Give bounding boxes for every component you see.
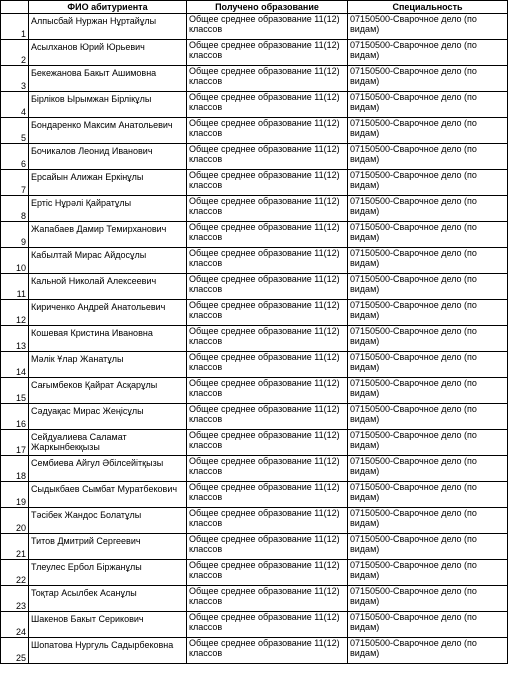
specialty-cell: 07150500-Сварочное дело (по видам) <box>348 560 508 586</box>
row-number: 12 <box>1 300 29 326</box>
table-row <box>1 430 508 456</box>
education-cell: Общее среднее образование 11(12) классов <box>187 404 348 430</box>
table-row <box>1 274 508 300</box>
specialty-cell: 07150500-Сварочное дело (по видам) <box>348 586 508 612</box>
education-cell: Общее среднее образование 11(12) классов <box>187 118 348 144</box>
applicant-name: Кириченко Андрей Анатольевич <box>29 300 187 326</box>
applicant-name: Сейдуалиева Саламат Жаркынбекқызы <box>29 430 187 456</box>
table-row <box>1 404 508 430</box>
header-row <box>1 1 508 14</box>
applicant-name: Сағымбеков Қайрат Асқарұлы <box>29 378 187 404</box>
row-number: 17 <box>1 430 29 456</box>
specialty-cell: 07150500-Сварочное дело (по видам) <box>348 352 508 378</box>
specialty-cell: 07150500-Сварочное дело (по видам) <box>348 170 508 196</box>
table-row <box>1 378 508 404</box>
education-cell: Общее среднее образование 11(12) классов <box>187 612 348 638</box>
specialty-cell: 07150500-Сварочное дело (по видам) <box>348 638 508 664</box>
table-row <box>1 534 508 560</box>
education-cell: Общее среднее образование 11(12) классов <box>187 222 348 248</box>
specialty-cell: 07150500-Сварочное дело (по видам) <box>348 534 508 560</box>
header-specialty: Специальность <box>348 1 508 14</box>
row-number: 11 <box>1 274 29 300</box>
applicant-name: Тлеулес Ербол Біржанұлы <box>29 560 187 586</box>
table-row <box>1 300 508 326</box>
table-row <box>1 170 508 196</box>
table-row <box>1 456 508 482</box>
applicant-name: Бекежанова Бакыт Ашимовна <box>29 66 187 92</box>
row-number: 13 <box>1 326 29 352</box>
education-cell: Общее среднее образование 11(12) классов <box>187 482 348 508</box>
applicant-name: Ерсайын Алижан Еркінұлы <box>29 170 187 196</box>
applicant-name: Кальной Николай Алексеевич <box>29 274 187 300</box>
specialty-cell: 07150500-Сварочное дело (по видам) <box>348 222 508 248</box>
header-education: Получено образование <box>187 1 348 14</box>
specialty-cell: 07150500-Сварочное дело (по видам) <box>348 612 508 638</box>
specialty-cell: 07150500-Сварочное дело (по видам) <box>348 378 508 404</box>
row-number: 10 <box>1 248 29 274</box>
table-row <box>1 612 508 638</box>
education-cell: Общее среднее образование 11(12) классов <box>187 456 348 482</box>
table-row <box>1 326 508 352</box>
education-cell: Общее среднее образование 11(12) классов <box>187 638 348 664</box>
applicant-name: Асылханов Юрий Юрьевич <box>29 40 187 66</box>
applicant-name: Бірліков Ырымжан Бірлікұлы <box>29 92 187 118</box>
specialty-cell: 07150500-Сварочное дело (по видам) <box>348 14 508 40</box>
table-row <box>1 508 508 534</box>
specialty-cell: 07150500-Сварочное дело (по видам) <box>348 508 508 534</box>
education-cell: Общее среднее образование 11(12) классов <box>187 248 348 274</box>
table-row <box>1 118 508 144</box>
row-number: 7 <box>1 170 29 196</box>
table-row <box>1 40 508 66</box>
education-cell: Общее среднее образование 11(12) классов <box>187 378 348 404</box>
specialty-cell: 07150500-Сварочное дело (по видам) <box>348 326 508 352</box>
table-row <box>1 586 508 612</box>
specialty-cell: 07150500-Сварочное дело (по видам) <box>348 66 508 92</box>
specialty-cell: 07150500-Сварочное дело (по видам) <box>348 118 508 144</box>
row-number: 9 <box>1 222 29 248</box>
applicant-name: Алпысбай Нуржан Нұртайұлы <box>29 14 187 40</box>
header-applicant-name: ФИО абитуриента <box>29 1 187 14</box>
row-number: 24 <box>1 612 29 638</box>
table-row <box>1 196 508 222</box>
applicant-name: Тәсібек Жандос Болатұлы <box>29 508 187 534</box>
applicant-name: Кошевая Кристина Ивановна <box>29 326 187 352</box>
row-number: 14 <box>1 352 29 378</box>
applicant-name: Сембиева Айгул Әбілсейітқызы <box>29 456 187 482</box>
row-number: 20 <box>1 508 29 534</box>
specialty-cell: 07150500-Сварочное дело (по видам) <box>348 40 508 66</box>
row-number: 6 <box>1 144 29 170</box>
row-number: 18 <box>1 456 29 482</box>
row-number: 4 <box>1 92 29 118</box>
applicant-name: Сыдыкбаев Сымбат Муратбекович <box>29 482 187 508</box>
specialty-cell: 07150500-Сварочное дело (по видам) <box>348 196 508 222</box>
education-cell: Общее среднее образование 11(12) классов <box>187 274 348 300</box>
table-row <box>1 14 508 40</box>
row-number: 3 <box>1 66 29 92</box>
specialty-cell: 07150500-Сварочное дело (по видам) <box>348 430 508 456</box>
applicant-name: Бочикалов Леонид Иванович <box>29 144 187 170</box>
table-row <box>1 352 508 378</box>
education-cell: Общее среднее образование 11(12) классов <box>187 14 348 40</box>
applicant-name: Мәлік Ұлар Жанатұлы <box>29 352 187 378</box>
specialty-cell: 07150500-Сварочное дело (по видам) <box>348 404 508 430</box>
education-cell: Общее среднее образование 11(12) классов <box>187 508 348 534</box>
specialty-cell: 07150500-Сварочное дело (по видам) <box>348 456 508 482</box>
education-cell: Общее среднее образование 11(12) классов <box>187 586 348 612</box>
education-cell: Общее среднее образование 11(12) классов <box>187 560 348 586</box>
education-cell: Общее среднее образование 11(12) классов <box>187 300 348 326</box>
specialty-cell: 07150500-Сварочное дело (по видам) <box>348 482 508 508</box>
table-row <box>1 638 508 664</box>
table-row <box>1 248 508 274</box>
education-cell: Общее среднее образование 11(12) классов <box>187 534 348 560</box>
row-number: 25 <box>1 638 29 664</box>
applicant-name: Шопатова Нургуль Садырбековна <box>29 638 187 664</box>
education-cell: Общее среднее образование 11(12) классов <box>187 144 348 170</box>
table-row <box>1 92 508 118</box>
row-number: 2 <box>1 40 29 66</box>
table-row <box>1 482 508 508</box>
row-number: 23 <box>1 586 29 612</box>
table-row <box>1 560 508 586</box>
education-cell: Общее среднее образование 11(12) классов <box>187 352 348 378</box>
table-row <box>1 144 508 170</box>
specialty-cell: 07150500-Сварочное дело (по видам) <box>348 300 508 326</box>
specialty-cell: 07150500-Сварочное дело (по видам) <box>348 274 508 300</box>
specialty-cell: 07150500-Сварочное дело (по видам) <box>348 248 508 274</box>
education-cell: Общее среднее образование 11(12) классов <box>187 326 348 352</box>
table-row <box>1 222 508 248</box>
applicant-name: Титов Дмитрий Сергеевич <box>29 534 187 560</box>
applicant-name: Шакенов Бакыт Серикович <box>29 612 187 638</box>
education-cell: Общее среднее образование 11(12) классов <box>187 40 348 66</box>
table-row <box>1 66 508 92</box>
applicant-name: Ертіс Нұрәлі Қайратұлы <box>29 196 187 222</box>
row-number: 21 <box>1 534 29 560</box>
education-cell: Общее среднее образование 11(12) классов <box>187 196 348 222</box>
row-number: 22 <box>1 560 29 586</box>
applicant-name: Жапабаев Дамир Темирханович <box>29 222 187 248</box>
education-cell: Общее среднее образование 11(12) классов <box>187 430 348 456</box>
header-number <box>1 1 29 14</box>
row-number: 19 <box>1 482 29 508</box>
row-number: 1 <box>1 14 29 40</box>
row-number: 15 <box>1 378 29 404</box>
education-cell: Общее среднее образование 11(12) классов <box>187 66 348 92</box>
row-number: 16 <box>1 404 29 430</box>
education-cell: Общее среднее образование 11(12) классов <box>187 170 348 196</box>
applicant-name: Тоқтар Асылбек Асанұлы <box>29 586 187 612</box>
specialty-cell: 07150500-Сварочное дело (по видам) <box>348 144 508 170</box>
applicant-name: Сәдуақас Мирас Жеңісұлы <box>29 404 187 430</box>
education-cell: Общее среднее образование 11(12) классов <box>187 92 348 118</box>
specialty-cell: 07150500-Сварочное дело (по видам) <box>348 92 508 118</box>
applicant-name: Кабылтай Мирас Айдосұлы <box>29 248 187 274</box>
applicant-name: Бондаренко Максим Анатольевич <box>29 118 187 144</box>
row-number: 8 <box>1 196 29 222</box>
row-number: 5 <box>1 118 29 144</box>
